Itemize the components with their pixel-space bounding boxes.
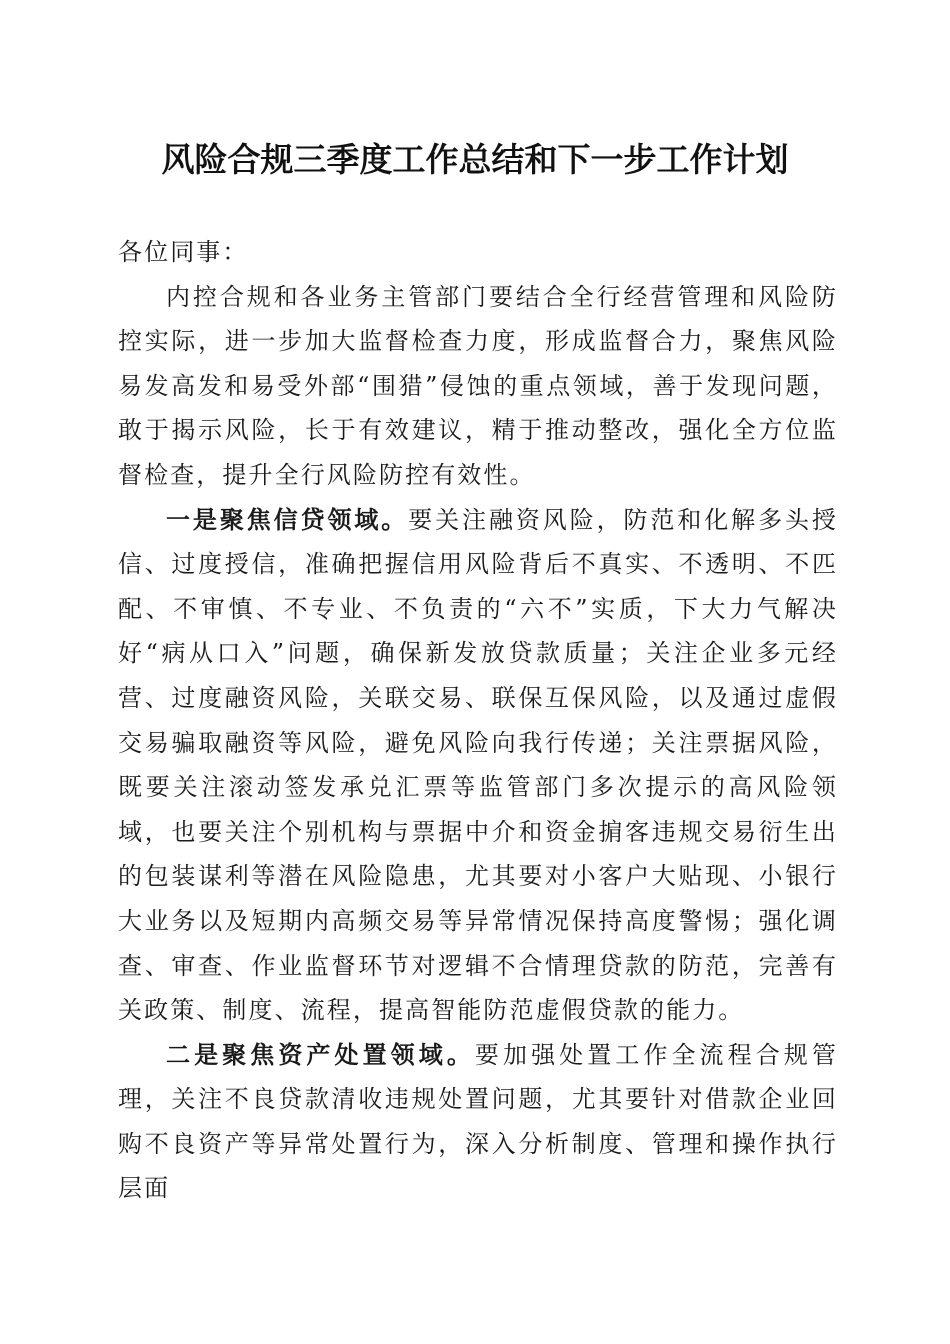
document-body bbox=[118, 230, 838, 1211]
paragraph-lead: 一是聚焦信贷领域。 bbox=[166, 504, 409, 534]
paragraph-text: 要关注融资风险，防范和化解多头授信、过度授信，准确把握信用风险背后不真实、不透明、不匹配、不审慎、不专业、不负责的“六不”实质，下大力气解决好“病从口入”问题，确保新发放贷款质量；关注企业多元经营、过度融资风险，关联交易、联保互保风险，以及通过虚假交易骗取融资等风险，避免风险向我行传递；关注票据风险，既要关注滚动签发承兑汇票等监管部门多次提示的高风险领域，也要关注个别机构与票据中介和资金掮客违规交易衍生出的包装谋利等潜在风险隐患，尤其要对小客户大贴现、小银行大业务以及短期内高频交易等异常情况保持高度警惕；强化调查、审查、作业监督环节对逻辑不合情理贷款的防范，完善有关政策、制度、流程，提高智能防范虚假贷款的能力。 bbox=[118, 505, 838, 1025]
document-title: 风险合规三季度工作总结和下一步工作计划 bbox=[161, 140, 789, 179]
paragraph-text: 要加强处置工作全流程合规管理，关注不良贷款清收违规处置问题，尤其要针对借款企业回购不良资产等异常处置行为，深入分析制度、管理和操作执行层面 bbox=[118, 1040, 838, 1203]
paragraph-lead: 二是聚焦资产处置领域。 bbox=[166, 1039, 475, 1069]
salutation: 各位同事： bbox=[118, 238, 249, 266]
paragraph-intro bbox=[118, 275, 838, 498]
paragraph-text: 内控合规和各业务主管部门要结合全行经营管理和风险防控实际，进一步加大监督检查力度，形成监督合力，聚焦风险易发高发和易受外部“围猎”侵蚀的重点领域，善于发现问题，敢于揭示风险，长于有效建议，精于推动整改，强化全方位监督检查，提升全行风险防控有效性。 bbox=[118, 282, 838, 489]
paragraph-asset-disposal bbox=[118, 1033, 838, 1211]
paragraph-credit bbox=[118, 498, 838, 1033]
